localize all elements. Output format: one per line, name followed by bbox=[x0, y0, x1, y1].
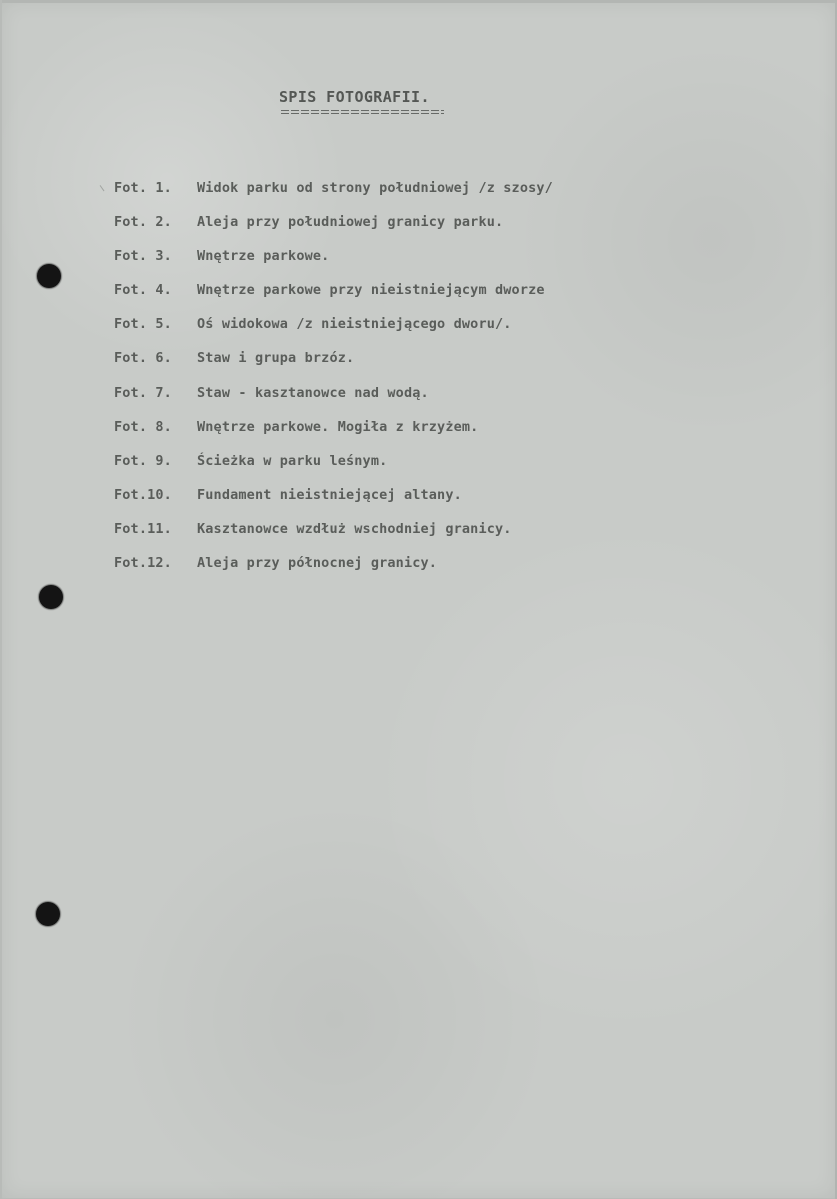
photo-caption: Widok parku od strony południowej /z szosy/ bbox=[197, 180, 553, 196]
list-item bbox=[114, 518, 674, 552]
photo-caption: Fundament nieistniejącej altany. bbox=[197, 486, 462, 503]
photo-caption: Kasztanowce wzdłuż wschodniej granicy. bbox=[197, 520, 512, 537]
photo-caption: Wnętrze parkowe. Mogiła z krzyżem. bbox=[197, 418, 479, 435]
photo-number: Fot. 1. bbox=[114, 180, 172, 196]
photo-number: Fot. 7. bbox=[114, 384, 172, 401]
photo-number: Fot. 9. bbox=[114, 452, 172, 469]
photo-number: Fot. 5. bbox=[114, 316, 172, 333]
list-item bbox=[114, 313, 674, 347]
photo-caption: Aleja przy północnej granicy. bbox=[197, 555, 438, 572]
photo-caption: Ścieżka w parku leśnym. bbox=[197, 452, 388, 469]
photo-list bbox=[114, 177, 674, 586]
photo-number: Fot. 8. bbox=[114, 418, 172, 435]
photo-number: Fot. 4. bbox=[114, 282, 172, 299]
list-item bbox=[114, 552, 674, 586]
photo-caption: Oś widokowa /z nieistniejącego dworu/. bbox=[197, 316, 512, 333]
list-item bbox=[114, 177, 674, 211]
list-item bbox=[114, 450, 674, 484]
list-item bbox=[114, 245, 674, 279]
photo-number: Fot. 6. bbox=[114, 350, 172, 367]
list-item bbox=[114, 347, 674, 381]
photo-number: Fot.11. bbox=[114, 520, 172, 537]
photo-number: Fot.10. bbox=[114, 486, 172, 503]
photo-caption: Wnętrze parkowe. bbox=[197, 248, 330, 265]
photo-number: Fot. 3. bbox=[114, 248, 172, 265]
photo-caption: Staw i grupa brzóz. bbox=[197, 350, 355, 367]
list-item bbox=[114, 279, 674, 313]
list-item bbox=[114, 416, 674, 450]
punch-hole-bottom bbox=[36, 902, 60, 926]
title-underline bbox=[281, 108, 444, 115]
photo-caption: Aleja przy południowej granicy parku. bbox=[197, 214, 504, 231]
photo-caption: Staw - kasztanowce nad wodą. bbox=[197, 384, 429, 401]
list-item bbox=[114, 211, 674, 245]
list-item bbox=[114, 484, 674, 518]
photo-number: Fot. 2. bbox=[114, 214, 172, 231]
photo-caption: Wnętrze parkowe przy nieistniejącym dworze bbox=[197, 282, 545, 299]
list-item bbox=[114, 382, 674, 416]
punch-hole-middle bbox=[39, 585, 63, 609]
document-title: SPIS FOTOGRAFII. bbox=[279, 88, 430, 106]
paper-left-edge bbox=[0, 0, 2, 1199]
pencil-tick-mark bbox=[100, 182, 110, 192]
photo-number: Fot.12. bbox=[114, 555, 172, 572]
paper-top-edge bbox=[0, 0, 837, 3]
punch-hole-top bbox=[37, 264, 61, 288]
